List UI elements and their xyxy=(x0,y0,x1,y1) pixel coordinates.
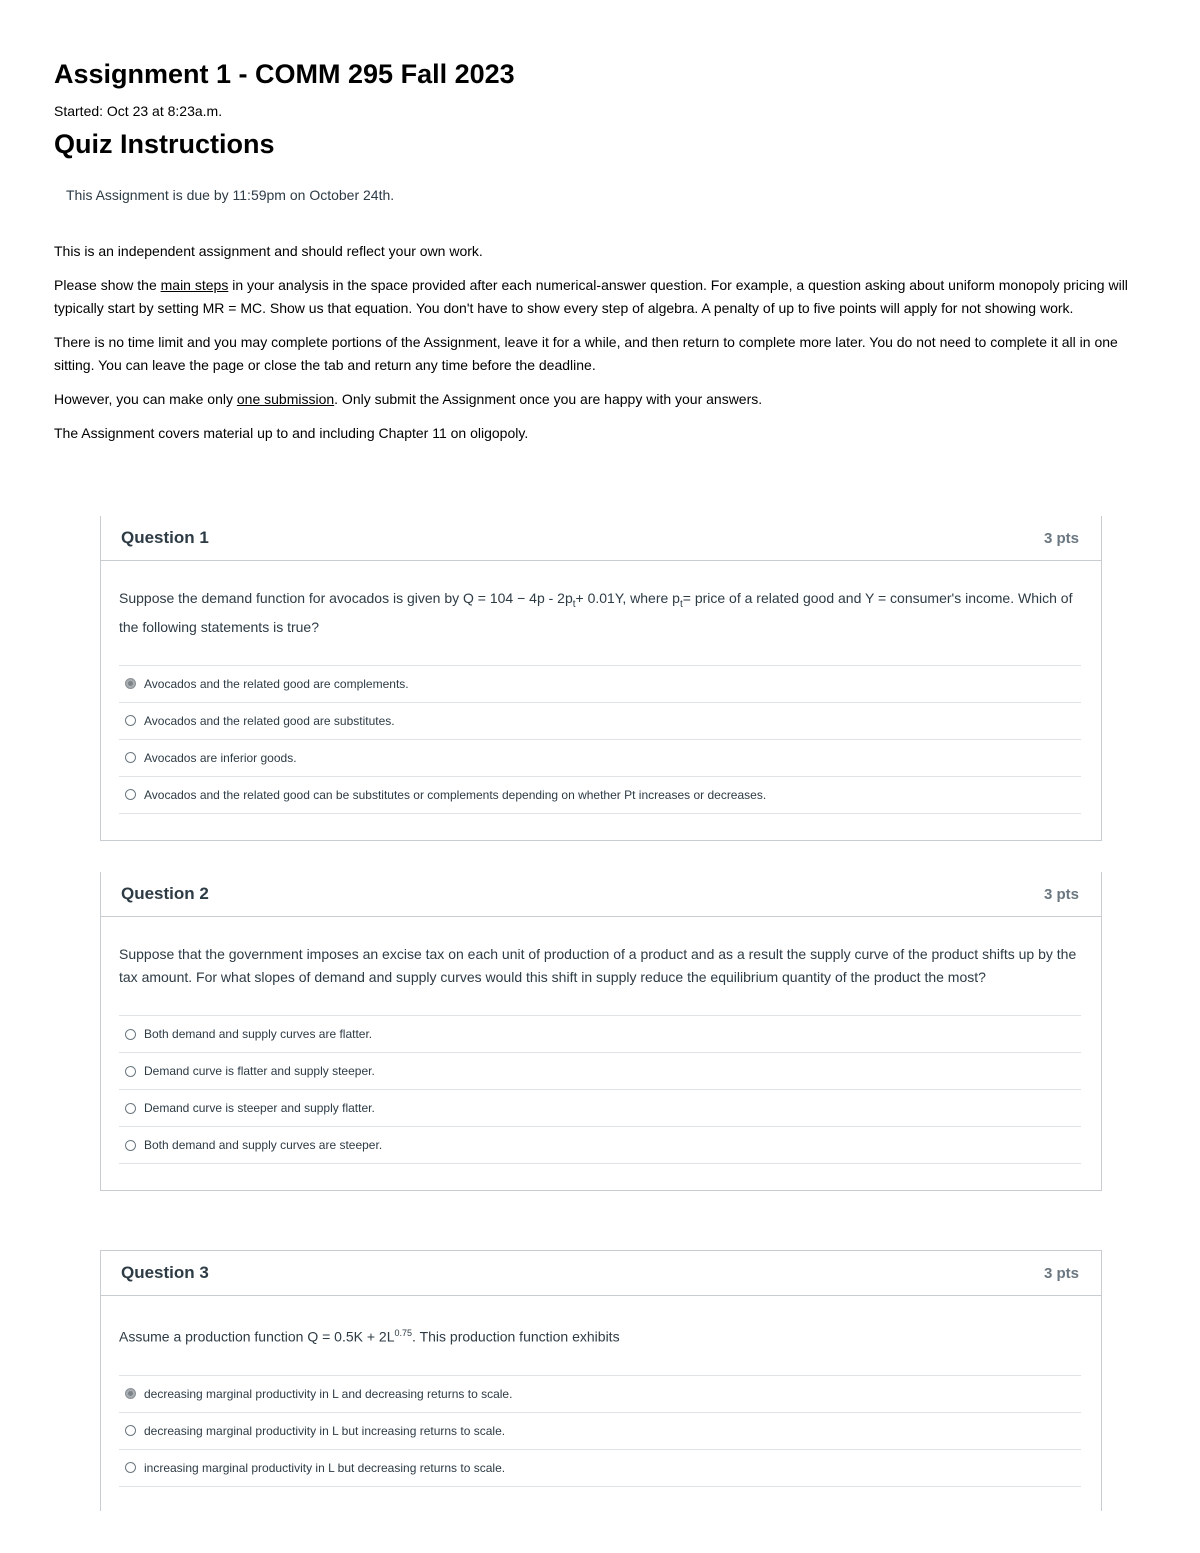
answer-list xyxy=(119,1375,1081,1487)
instructions-body xyxy=(54,240,1134,445)
radio-icon[interactable] xyxy=(125,1140,136,1151)
question-text-part: . This production function exhibits xyxy=(412,1328,620,1345)
question-2 xyxy=(100,872,1102,1191)
answer-label: decreasing marginal productivity in L and decreasing returns to scale. xyxy=(144,1386,513,1401)
instruction-emphasis: main steps xyxy=(160,277,229,293)
radio-icon[interactable] xyxy=(125,1103,136,1114)
question-text xyxy=(119,1322,1081,1349)
answer-option[interactable] xyxy=(119,1450,1081,1487)
question-text-part: + 0.01Y, where p xyxy=(575,590,680,606)
answer-option[interactable] xyxy=(119,1413,1081,1450)
answer-option[interactable] xyxy=(119,1053,1081,1090)
question-name: Question 2 xyxy=(121,884,209,903)
subscript: t xyxy=(572,598,576,610)
question-3 xyxy=(100,1250,1102,1511)
instruction-paragraph: There is no time limit and you may complete portions of the Assignment, leave it for a while, and then return to complete more later. You do not need to complete it all in one sitting. You can leave the page or close the tab and return any time before the deadline. xyxy=(54,334,1118,373)
question-name: Question 1 xyxy=(121,528,209,547)
radio-icon[interactable] xyxy=(125,1066,136,1077)
question-text xyxy=(119,587,1081,639)
answer-option[interactable] xyxy=(119,1016,1081,1053)
question-header xyxy=(101,516,1101,561)
question-points: 3 pts xyxy=(1043,1264,1079,1282)
question-points: 3 pts xyxy=(1043,885,1079,903)
answer-label: Avocados and the related good can be substitutes or complements depending on whether Pt increases or decreases. xyxy=(144,787,767,802)
page-title: Assignment 1 - COMM 295 Fall 2023 xyxy=(54,59,515,89)
question-body xyxy=(101,561,1101,840)
answer-label: Avocados are inferior goods. xyxy=(144,750,297,765)
instructions-heading: Quiz Instructions xyxy=(54,129,275,159)
instruction-text: . Only submit the Assignment once you are happy with your answers. xyxy=(334,391,763,407)
answer-option[interactable] xyxy=(119,703,1081,740)
instruction-paragraph xyxy=(54,388,1134,411)
radio-icon[interactable] xyxy=(125,1462,136,1473)
radio-selected-icon[interactable] xyxy=(125,1388,136,1399)
answer-option[interactable] xyxy=(119,777,1081,814)
answer-option[interactable] xyxy=(119,666,1081,703)
radio-icon[interactable] xyxy=(125,789,136,800)
instruction-paragraph: The Assignment covers material up to and including Chapter 11 on oligopoly. xyxy=(54,425,529,441)
answer-label: Both demand and supply curves are steeper. xyxy=(144,1138,383,1152)
question-body xyxy=(101,917,1101,1190)
answer-label: Avocados and the related good are complements. xyxy=(144,676,409,691)
radio-icon[interactable] xyxy=(125,752,136,763)
answer-list xyxy=(119,1015,1081,1164)
answer-label: increasing marginal productivity in L but decreasing returns to scale. xyxy=(144,1460,506,1475)
instruction-emphasis: one submission xyxy=(236,391,335,407)
question-header xyxy=(101,872,1101,917)
radio-icon[interactable] xyxy=(125,1425,136,1436)
answer-label: Demand curve is steeper and supply flatter. xyxy=(144,1101,375,1115)
instruction-text: However, you can make only xyxy=(54,391,237,407)
answer-option[interactable] xyxy=(119,740,1081,777)
question-points: 3 pts xyxy=(1043,529,1079,547)
subscript: t xyxy=(679,598,683,610)
instruction-text: Please show the xyxy=(54,277,161,293)
question-1 xyxy=(100,516,1102,841)
radio-icon[interactable] xyxy=(125,1029,136,1040)
instruction-paragraph: This is an independent assignment and should reflect your own work. xyxy=(54,243,483,259)
question-header xyxy=(101,1251,1101,1296)
answer-option[interactable] xyxy=(119,1376,1081,1413)
answer-label: Avocados and the related good are substitutes. xyxy=(144,713,395,728)
question-text: Suppose that the government imposes an excise tax on each unit of production of a product and as a result the supply curve of the product shifts up by the tax amount. For what slopes of demand and supply curves would this shift in supply reduce the equilibrium quantity of the product the most? xyxy=(119,946,1077,985)
question-text-part: = price of a related good and Y = consumer's income. Which of the following statements is true? xyxy=(119,590,1073,635)
instruction-text: in your analysis in the space provided after each numerical-answer question. For example, a question asking about uniform monopoly pricing will typically start by setting MR = MC. Show us that equation. You don't have to show every step of algebra. A penalty of up to five points will apply for not showing work. xyxy=(54,277,1128,316)
due-date-note: This Assignment is due by 11:59pm on October 24th. xyxy=(66,187,395,203)
instruction-paragraph xyxy=(54,274,1134,320)
question-body xyxy=(101,1296,1101,1511)
answer-label: Demand curve is flatter and supply steeper. xyxy=(144,1064,375,1078)
quiz-page xyxy=(54,56,1134,456)
answer-label: Both demand and supply curves are flatter. xyxy=(144,1027,373,1041)
answer-option[interactable] xyxy=(119,1127,1081,1164)
superscript: 0.75 xyxy=(394,1328,413,1338)
started-timestamp: Started: Oct 23 at 8:23a.m. xyxy=(54,103,223,119)
question-text-part: Suppose the demand function for avocados is given by Q = 104 − 4p - 2p xyxy=(119,590,573,606)
radio-selected-icon[interactable] xyxy=(125,678,136,689)
answer-label: decreasing marginal productivity in L but increasing returns to scale. xyxy=(144,1423,506,1438)
answer-list xyxy=(119,665,1081,814)
question-text-part: Assume a production function Q = 0.5K + 2L xyxy=(119,1328,395,1345)
question-name: Question 3 xyxy=(121,1263,209,1282)
radio-icon[interactable] xyxy=(125,715,136,726)
answer-option[interactable] xyxy=(119,1090,1081,1127)
